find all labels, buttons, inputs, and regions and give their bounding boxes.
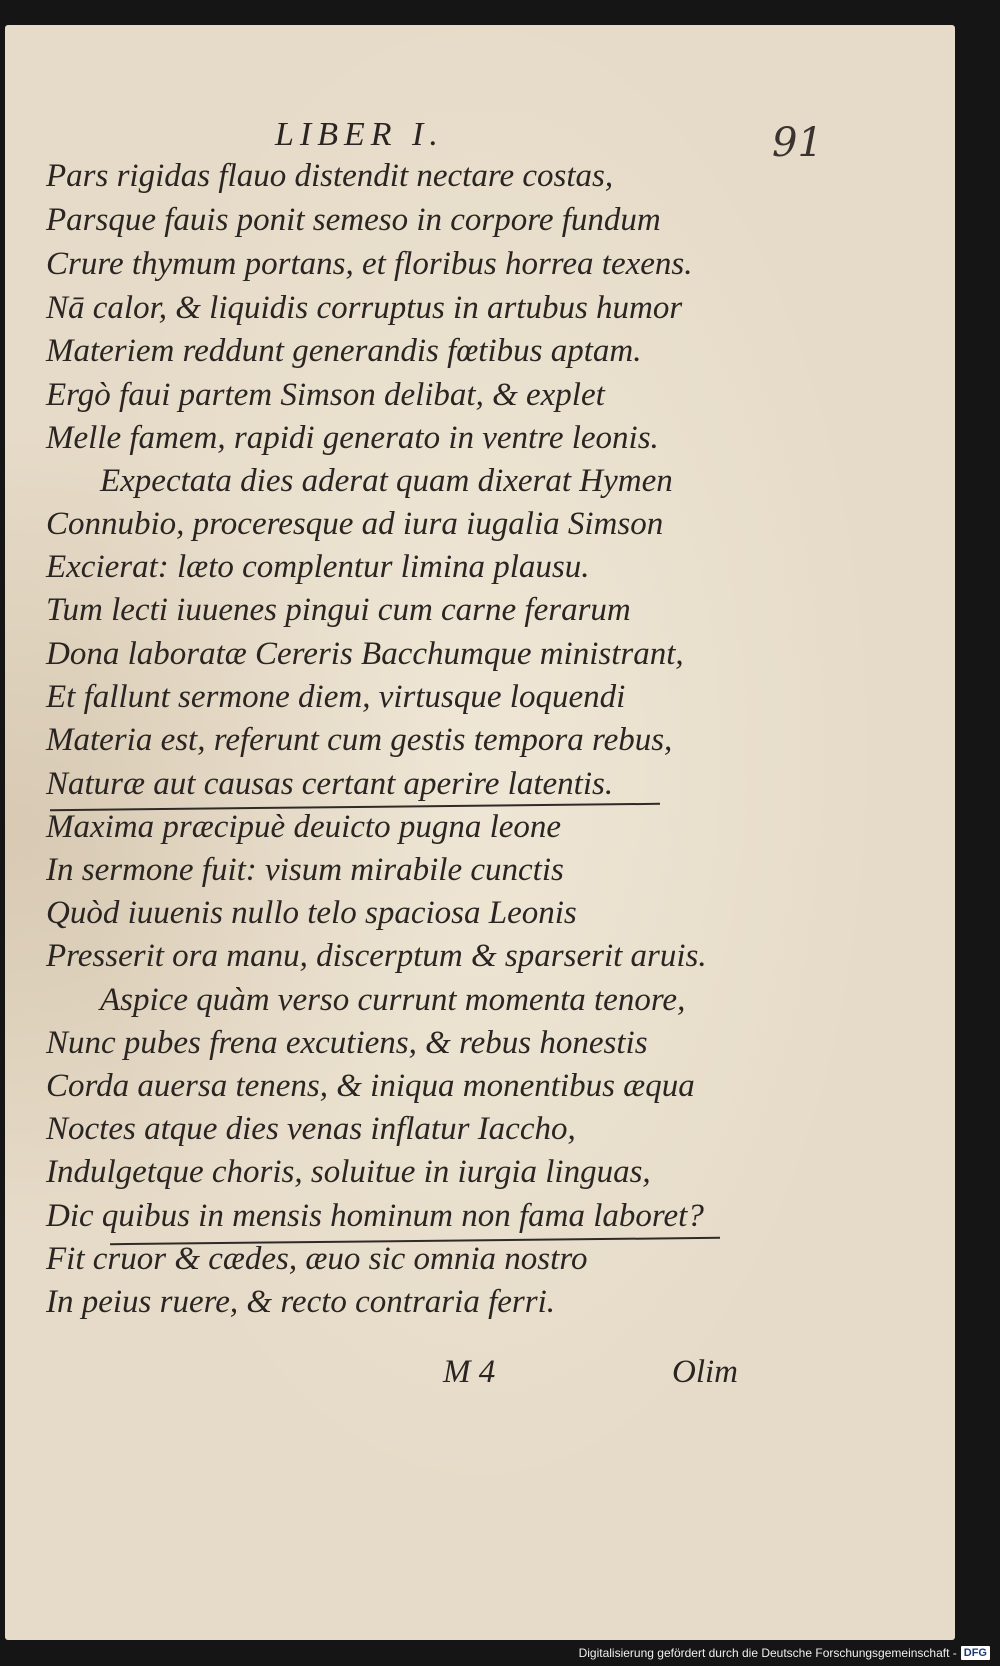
running-title: LIBER I.: [275, 116, 444, 153]
verse-line-16: Maxima præcipuè deuicto pugna leone: [46, 809, 562, 845]
verse-line-15: Naturæ aut causas certant aperire latentis.: [46, 766, 614, 802]
verse-line-25: Dic quibus in mensis hominum non fama laboret?: [46, 1198, 704, 1234]
verse-line-21: Nunc pubes frena excutiens, & rebus honestis: [46, 1025, 648, 1061]
verse-line-18: Quòd iuuenis nullo telo spaciosa Leonis: [46, 895, 577, 931]
verse-line-26: Fit cruor & cædes, æuo sic omnia nostro: [46, 1241, 588, 1277]
verse-line-20: Aspice quàm verso currunt momenta tenore,: [100, 982, 686, 1018]
folio-number: 91: [772, 120, 823, 166]
verse-line-7: Melle famem, rapidi generato in ventre leonis.: [46, 420, 659, 456]
footer-credit: [579, 1645, 990, 1661]
verse-line-3: Crure thymum portans, et floribus horrea texens.: [46, 246, 693, 282]
verse-line-4: Nā calor, & liquidis corruptus in artubus humor: [46, 290, 683, 326]
verse-line-2: Parsque fauis ponit semeso in corpore fundum: [46, 202, 661, 238]
verse-line-13: Et fallunt sermone diem, virtusque loquendi: [46, 679, 626, 715]
verse-line-9: Connubio, proceresque ad iura iugalia Simson: [46, 506, 664, 542]
verse-line-19: Presserit ora manu, discerptum & sparserit aruis.: [46, 938, 707, 974]
verse-line-8: Expectata dies aderat quam dixerat Hymen: [100, 463, 673, 499]
verse-line-24: Indulgetque choris, soluitue in iurgia linguas,: [46, 1154, 651, 1190]
footer-credit-text: Digitalisierung gefördert durch die Deutsche Forschungsgemeinschaft -: [578, 1646, 957, 1660]
signature-mark: M 4: [443, 1354, 496, 1390]
verse-line-17: In sermone fuit: visum mirabile cunctis: [46, 852, 564, 888]
verse-line-5: Materiem reddunt generandis fœtibus aptam.: [46, 333, 642, 369]
verse-line-23: Noctes atque dies venas inflatur Iaccho,: [46, 1111, 576, 1147]
verse-line-14: Materia est, referunt cum gestis tempora rebus,: [46, 722, 673, 758]
verse-line-22: Corda auersa tenens, & iniqua monentibus æqua: [46, 1068, 695, 1104]
verse-line-10: Excierat: læto complentur limina plausu.: [46, 549, 590, 585]
dfg-logo-icon: DFG: [961, 1646, 990, 1660]
verse-line-27: In peius ruere, & recto contraria ferri.: [46, 1284, 555, 1320]
verse-line-11: Tum lecti iuuenes pingui cum carne ferarum: [46, 592, 631, 628]
verse-line-1: Pars rigidas flauo distendit nectare costas,: [46, 158, 614, 194]
verse-line-12: Dona laboratæ Cereris Bacchumque ministrant,: [46, 636, 684, 672]
catchword: Olim: [672, 1354, 738, 1390]
verse-line-6: Ergò faui partem Simson delibat, & explet: [46, 377, 605, 413]
